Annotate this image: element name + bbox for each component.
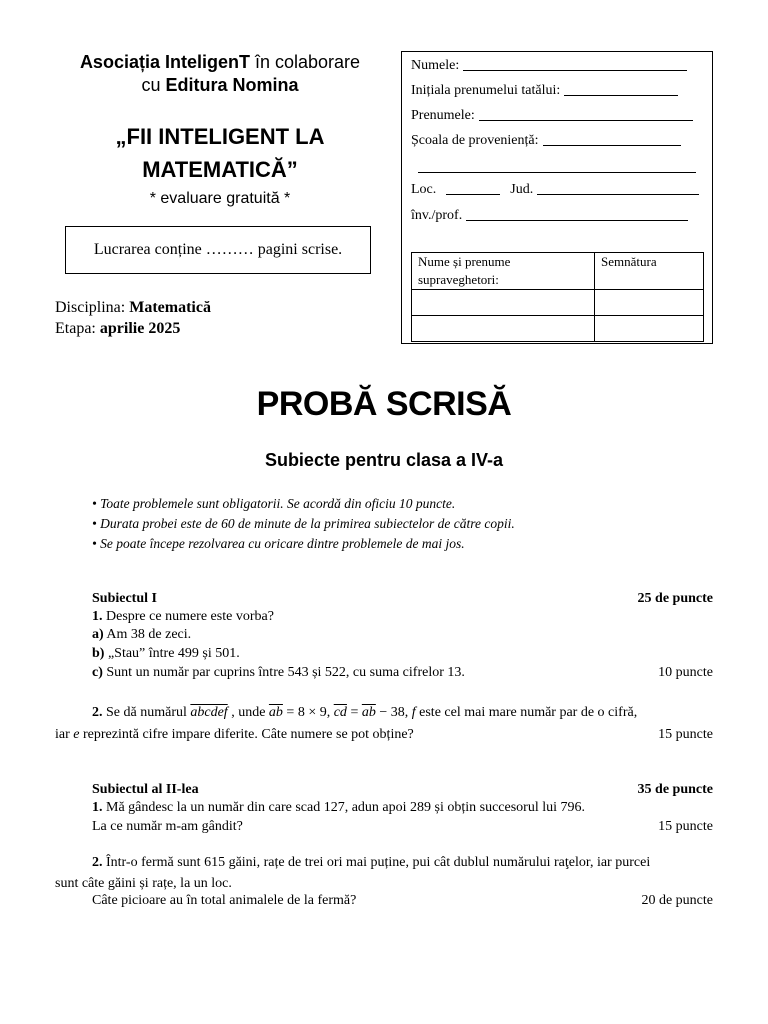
s2-p2-number: 2. xyxy=(92,855,103,870)
s1-p1-question: Despre ce numere este vorba? xyxy=(102,609,274,624)
pages-note-box xyxy=(65,226,371,274)
subject-2-points: 35 de puncte xyxy=(637,782,713,797)
rules-list xyxy=(92,494,515,554)
organizer-line-1 xyxy=(40,51,400,74)
form-label-jud: Jud. xyxy=(510,182,534,197)
form-row-nume xyxy=(411,58,687,74)
s1-p2-number: 2. xyxy=(92,705,103,720)
discipline-block xyxy=(55,297,211,339)
s2-p2-line2: sunt câte găini și rațe, la un loc. xyxy=(55,876,232,891)
s1-p1-points: 10 puncte xyxy=(658,665,713,680)
s1-p2-f: f xyxy=(411,705,416,720)
s2-problem-2-line-1 xyxy=(92,854,713,872)
s1-p2-ab-2: $\overline{ab}$ xyxy=(361,705,376,720)
form-row-initiala xyxy=(411,83,678,99)
form-field-initiala[interactable] xyxy=(564,94,678,96)
s1-p2-eq2: = xyxy=(346,705,362,720)
s1-p1-a xyxy=(92,626,191,644)
supervisor-signature-cell[interactable] xyxy=(595,316,704,342)
discipline-label: Disciplina: xyxy=(55,299,130,316)
s1-p1-number: 1. xyxy=(92,609,103,624)
form-field-scoala-continued[interactable] xyxy=(418,172,696,173)
subject-1-points: 25 de puncte xyxy=(637,591,713,606)
form-row-inv xyxy=(411,208,688,224)
s1-p1-b xyxy=(92,645,240,663)
s1-p2-e: e xyxy=(73,727,80,742)
s1-problem-2-line-2 xyxy=(55,726,414,744)
s1-problem-1 xyxy=(92,608,274,626)
s1-p1-c-label: c) xyxy=(92,665,103,680)
stage-label: Etapa: xyxy=(55,320,100,337)
rule-item: • Se poate începe rezolvarea cu oricare dintre problemele de mai jos. xyxy=(92,536,465,551)
form-field-inv[interactable] xyxy=(466,219,688,221)
s1-p2-rest: este cel mai mare număr par de o cifră, xyxy=(415,705,638,720)
organizer-block xyxy=(40,51,400,97)
form-label-inv: înv./prof. xyxy=(411,208,463,223)
s1-p1-c xyxy=(92,664,465,682)
pages-note: Lucrarea conține ……… pagini scrise. xyxy=(93,241,343,258)
s1-p1-b-text: „Stau” între 499 și 501. xyxy=(104,646,240,661)
signature-header: Semnătura xyxy=(595,253,704,290)
s2-p1-number: 1. xyxy=(92,800,103,815)
organizer-line-2 xyxy=(40,74,400,97)
s2-p1-points: 15 puncte xyxy=(658,819,713,834)
s1-p1-a-label: a) xyxy=(92,627,104,642)
page-subtitle: Subiecte pentru clasa a IV-a xyxy=(264,450,504,470)
form-row-prenume xyxy=(411,108,693,124)
form-label-scoala: Școala de proveniență: xyxy=(411,133,539,148)
s2-problem-1-line-1 xyxy=(92,799,585,817)
s1-p1-c-text: Sunt un număr par cuprins între 543 și 522, cu suma cifrelor 13. xyxy=(102,665,465,680)
form-field-scoala[interactable] xyxy=(543,144,681,146)
s1-p2-number-abcdef: abcdef xyxy=(190,705,228,720)
organizer-name: Asociația InteligenT xyxy=(79,52,250,72)
supervisor-name-cell[interactable] xyxy=(412,290,595,316)
s1-p2-points: 15 puncte xyxy=(658,727,713,742)
s2-p2-points: 20 de puncte xyxy=(641,893,713,908)
s1-p1-b-label: b) xyxy=(92,646,105,661)
supervisors-table xyxy=(411,252,704,342)
publisher-prefix: cu xyxy=(141,75,166,95)
form-field-jud[interactable] xyxy=(537,193,699,195)
discipline-value: Matematică xyxy=(129,299,211,316)
publisher-name: Editura Nomina xyxy=(165,75,299,95)
contest-line-2: MATEMATICĂ” xyxy=(142,157,298,182)
rule-item: • Toate problemele sunt obligatorii. Se acordă din oficiu 10 puncte. xyxy=(92,496,456,511)
form-label-prenume: Prenumele: xyxy=(411,108,475,123)
free-evaluation: * evaluare gratuită * xyxy=(149,190,291,207)
form-label-loc: Loc. xyxy=(411,182,437,197)
supervisor-signature-cell[interactable] xyxy=(595,290,704,316)
stage-value: aprilie 2025 xyxy=(99,320,181,337)
s1-p2-eq3: − 38, xyxy=(375,705,412,720)
s1-p2-cd: $\overline{cd}$ xyxy=(333,705,347,720)
s2-p2-line1: Într-o fermă sunt 615 găini, rațe de trei ori mai puține, pui cât dublul numărului raţelor, iar purcei xyxy=(102,855,651,870)
supervisor-name-cell[interactable] xyxy=(412,316,595,342)
contest-line-1: „FII INTELIGENT LA xyxy=(115,124,325,149)
s2-p1-line2: La ce număr m-am gândit? xyxy=(92,819,243,834)
s1-p2-intro: Se dă numărul xyxy=(102,705,191,720)
s1-p2-line2-b: reprezintă cifre impare diferite. Câte numere se pot obține? xyxy=(79,727,414,742)
organizer-connector: în colaborare xyxy=(249,52,361,72)
identification-form xyxy=(401,51,713,344)
form-label-initiala: Inițiala prenumelui tatălui: xyxy=(411,83,561,98)
s1-problem-2-line-1 xyxy=(92,704,713,722)
page-title: PROBĂ SCRISĂ xyxy=(256,385,512,423)
s1-p2-unde: , unde xyxy=(227,705,269,720)
form-row-loc xyxy=(411,182,699,198)
rule-item: • Durata probei este de 60 de minute de la primirea subiectelor de către copii. xyxy=(92,516,515,531)
form-label-nume: Numele: xyxy=(411,58,460,73)
subject-2-heading: Subiectul al II-lea xyxy=(92,782,199,797)
form-field-loc[interactable] xyxy=(446,193,500,195)
form-row-scoala xyxy=(411,133,681,149)
s1-p2-line2-a: iar xyxy=(55,727,74,742)
s2-p1-line1: Mă gândesc la un număr din care scad 127, adun apoi 289 și obțin succesorul lui 796. xyxy=(102,800,585,815)
subject-1-heading: Subiectul I xyxy=(92,591,157,606)
s1-p2-eq1: = 8 × 9, xyxy=(282,705,334,720)
form-field-prenume[interactable] xyxy=(479,119,693,121)
s2-p2-line3: Câte picioare au în total animalele de la fermă? xyxy=(92,893,357,908)
form-field-nume[interactable] xyxy=(463,69,687,71)
contest-name xyxy=(40,120,400,186)
s1-p1-a-text: Am 38 de zeci. xyxy=(103,627,192,642)
s1-p2-ab: $\overline{ab}$ xyxy=(268,705,283,720)
supervisors-header: Nume și prenume supraveghetori: xyxy=(412,253,595,290)
